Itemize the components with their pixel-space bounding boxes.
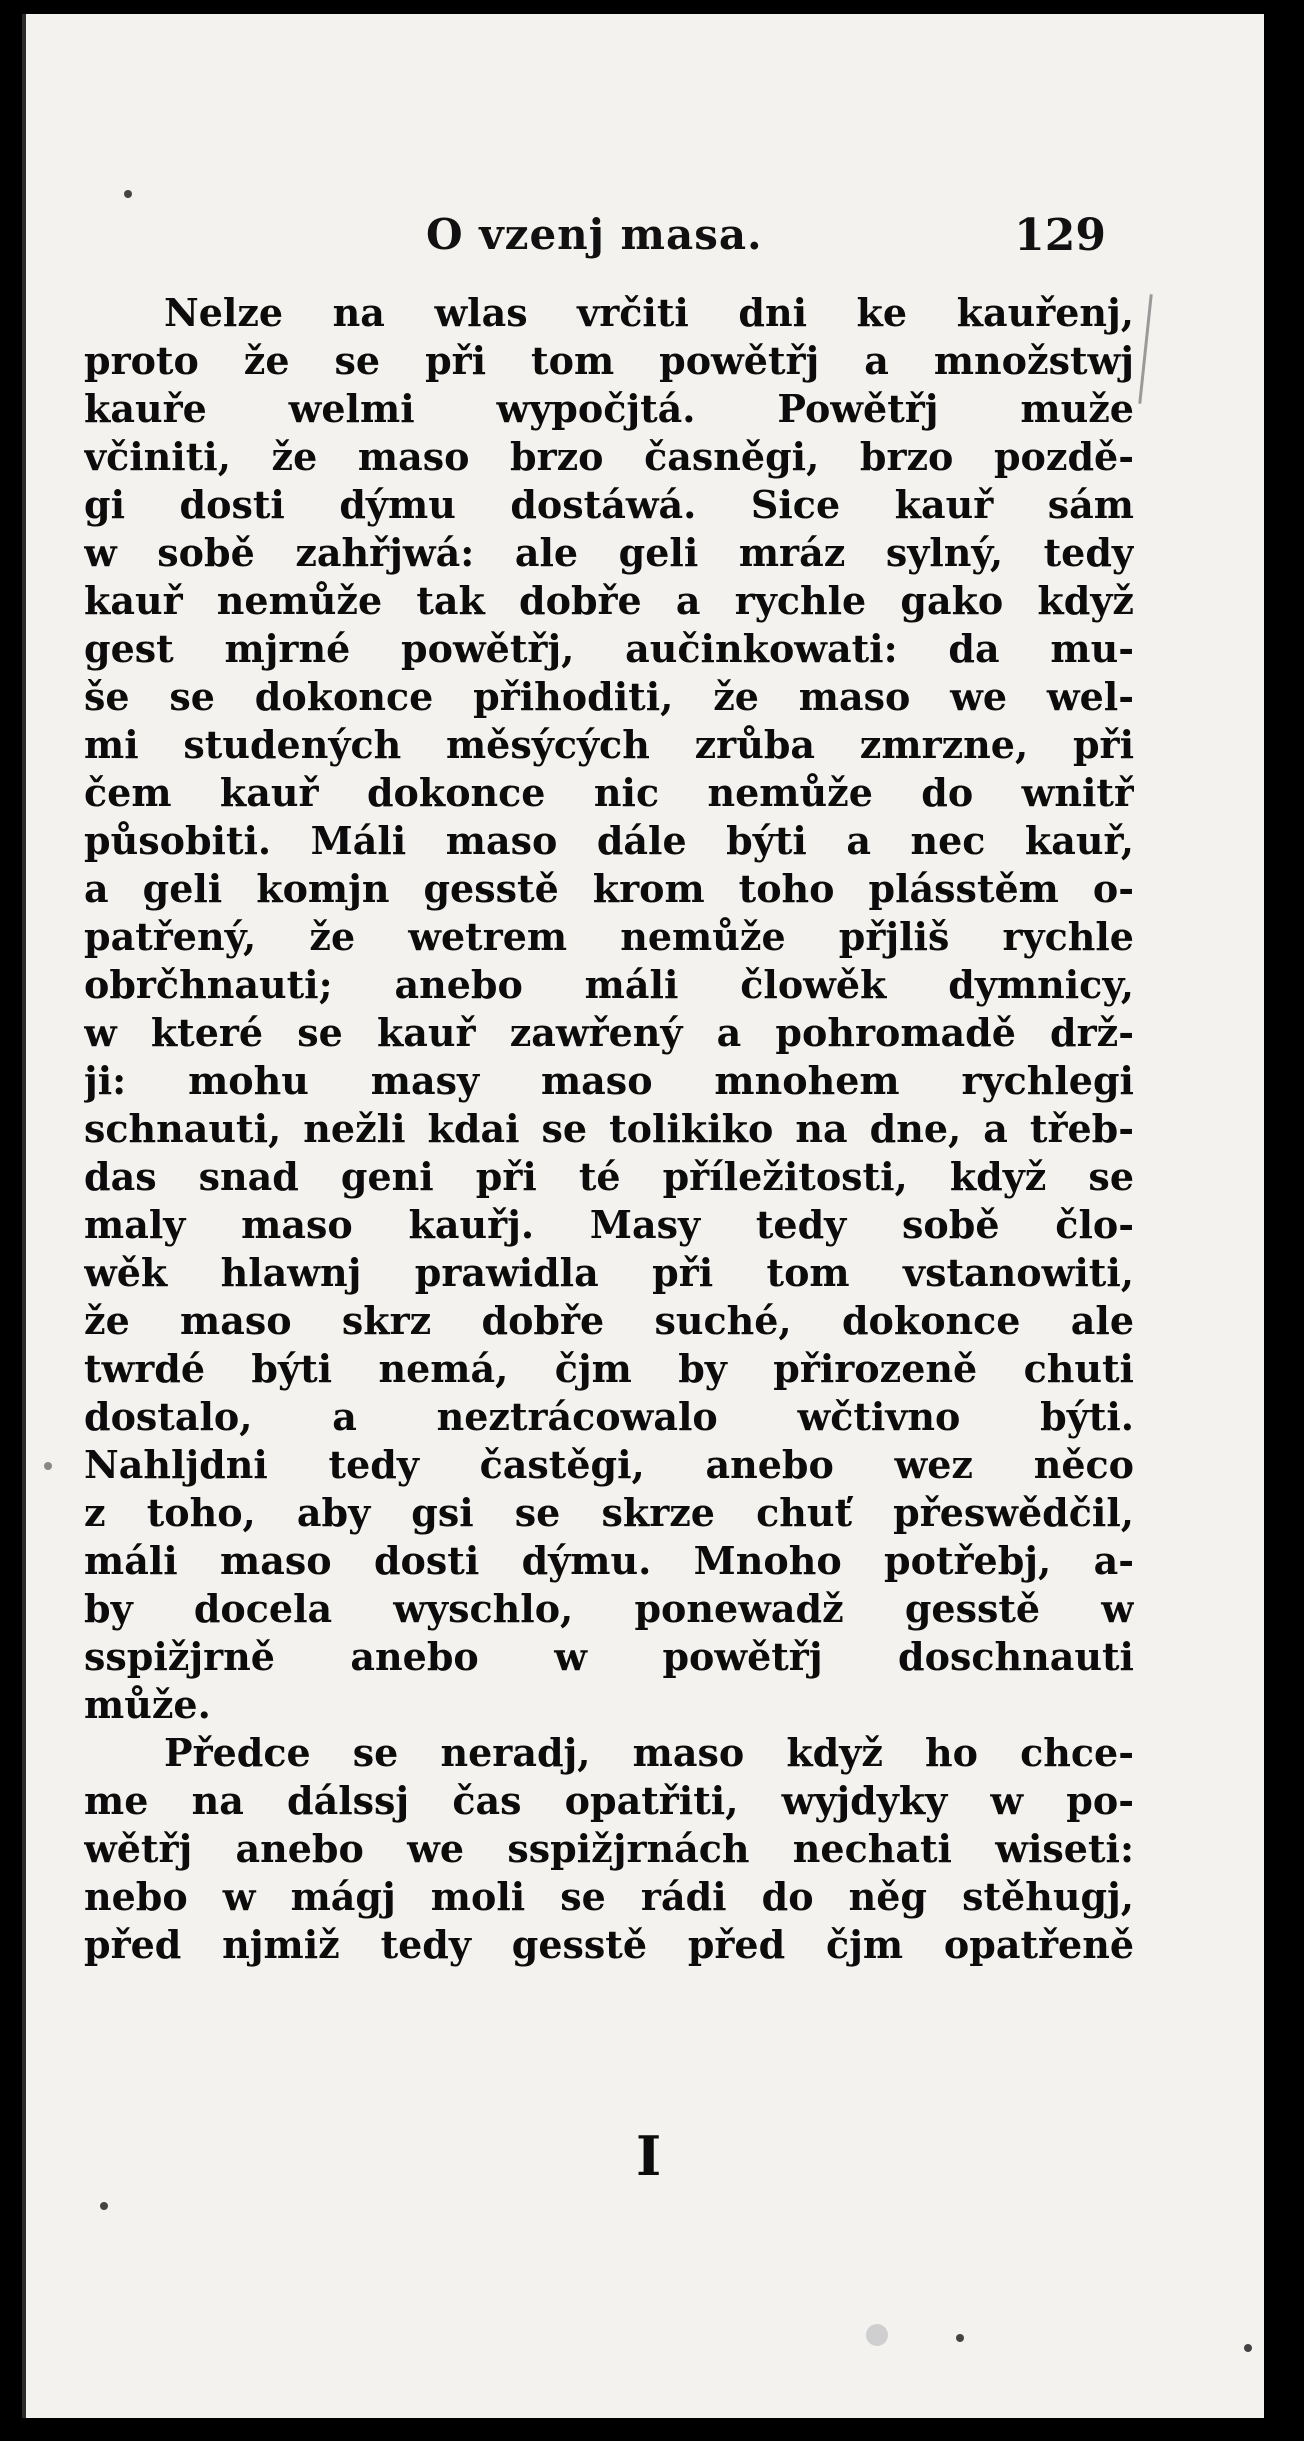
text-line: gest mjrné powětřj, aučinkowati: da mu- bbox=[84, 626, 1134, 671]
text-line: ji: mohu masy maso mnohem rychlegi bbox=[84, 1058, 1134, 1103]
text-line: máli maso dosti dýmu. Mnoho potřebj, a- bbox=[84, 1538, 1134, 1583]
text-line: může. bbox=[84, 1682, 211, 1727]
body-text bbox=[84, 289, 1134, 1969]
text-line: Nahljdni tedy častěgi, anebo wez něco bbox=[84, 1442, 1134, 1487]
text-line: patřený, že wetrem nemůže přjliš rychle bbox=[84, 914, 1134, 959]
text-line: wěk hlawnj prawidla při tom vstanowiti, bbox=[84, 1250, 1134, 1295]
running-title: O vzenj masa. bbox=[426, 210, 763, 259]
text-line: obrčhnauti; anebo máli člowěk dymnicy, bbox=[84, 962, 1134, 1007]
text-line: proto že se při tom powětřj a množstwj bbox=[84, 338, 1134, 383]
text-line: a geli komjn gesstě krom toho plásstěm o- bbox=[84, 866, 1134, 911]
text-line: působiti. Máli maso dále býti a nec kauř, bbox=[84, 818, 1134, 863]
text-line: Předce se neradj, maso když ho chce- bbox=[164, 1730, 1134, 1775]
paper-speck bbox=[100, 2202, 108, 2210]
text-line: me na dálssj čas opatřiti, wyjdyky w po- bbox=[84, 1778, 1134, 1823]
page-crease bbox=[1138, 294, 1152, 404]
text-line: nebo w mágj moli se rádi do něg stěhugj, bbox=[84, 1874, 1134, 1919]
text-line: w které se kauř zawřený a pohromadě drž- bbox=[84, 1010, 1134, 1055]
paper-speck bbox=[866, 2324, 888, 2346]
text-line: w sobě zahřjwá: ale geli mráz sylný, tedy bbox=[84, 530, 1134, 575]
text-line: das snad geni při té příležitosti, když se bbox=[84, 1154, 1134, 1199]
text-line: sspižjrně anebo w powětřj doschnauti bbox=[84, 1634, 1134, 1679]
text-line: čem kauř dokonce nic nemůže do wnitř bbox=[84, 770, 1134, 815]
text-line: schnauti, nežli kdai se tolikiko na dne, a třeb- bbox=[84, 1106, 1134, 1151]
text-line: še se dokonce přihoditi, že maso we wel- bbox=[84, 674, 1134, 719]
text-line: wětřj anebo we sspižjrnách nechati wiseti: bbox=[84, 1826, 1134, 1871]
text-line: včiniti, že maso brzo časněgi, brzo pozdě- bbox=[84, 434, 1134, 479]
paper-speck bbox=[124, 190, 132, 198]
text-line: twrdé býti nemá, čjm by přirozeně chuti bbox=[84, 1346, 1134, 1391]
paper-speck bbox=[1244, 2344, 1252, 2352]
text-line: že maso skrz dobře suché, dokonce ale bbox=[84, 1298, 1134, 1343]
text-line: kauř nemůže tak dobře a rychle gako když bbox=[84, 578, 1134, 623]
running-head bbox=[176, 210, 1106, 270]
text-line: by docela wyschlo, ponewadž gesstě w bbox=[84, 1586, 1134, 1631]
text-line: mi studených měsýcých zrůba zmrzne, při bbox=[84, 722, 1134, 767]
paper-speck bbox=[44, 1462, 52, 1470]
paper-speck bbox=[956, 2334, 964, 2342]
text-line: z toho, aby gsi se skrze chuť přeswědčil, bbox=[84, 1490, 1134, 1535]
page-number: 129 bbox=[1014, 210, 1106, 261]
text-line: kauře welmi wypočjtá. Powětřj muže bbox=[84, 386, 1134, 431]
text-line: před njmiž tedy gesstě před čjm opatřeně bbox=[84, 1922, 1134, 1967]
signature-mark: I bbox=[636, 2124, 662, 2188]
text-line: Nelze na wlas vrčiti dni ke kauřenj, bbox=[164, 290, 1134, 335]
book-page bbox=[22, 14, 1264, 2418]
text-line: dostalo, a neztrácowalo wčtivno býti. bbox=[84, 1394, 1134, 1439]
text-line: gi dosti dýmu dostáwá. Sice kauř sám bbox=[84, 482, 1134, 527]
text-line: maly maso kauřj. Masy tedy sobě člo- bbox=[84, 1202, 1134, 1247]
